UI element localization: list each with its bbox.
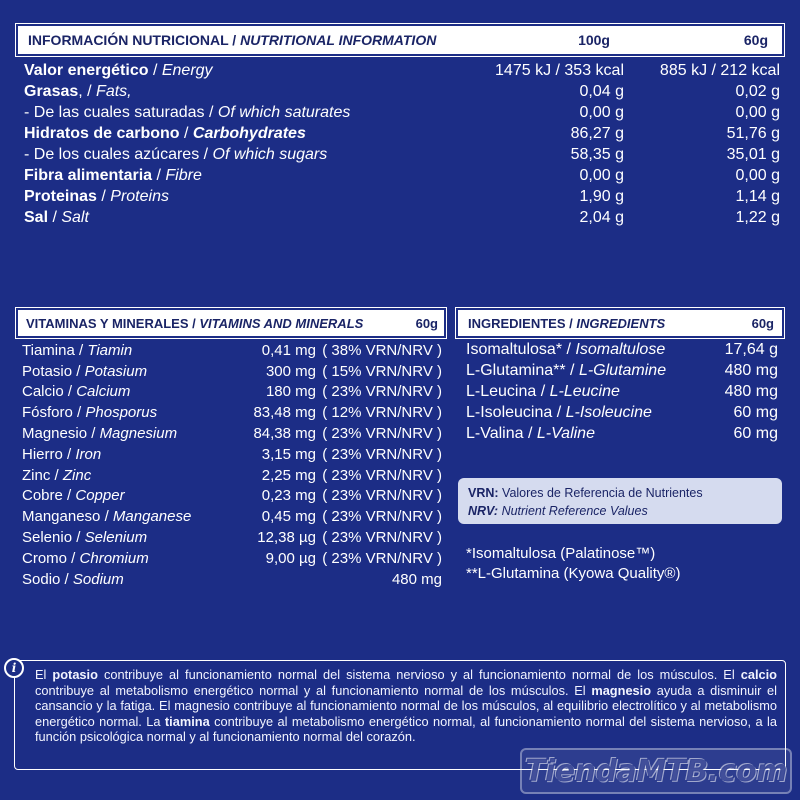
- nutrition-value-60g: 0,00 g: [735, 166, 780, 184]
- vitamin-row: Tiamina / Tiamin 0,41 mg ( 38% VRN/NRV ): [22, 341, 442, 359]
- nutrition-value-60g: 0,02 g: [735, 82, 780, 100]
- ingredients-table: [466, 340, 778, 444]
- nutrition-header: [16, 24, 784, 56]
- nutrition-value-60g: 1,14 g: [735, 187, 780, 205]
- vitamin-row: Cromo / Chromium 9,00 µg ( 23% VRN/NRV ): [22, 549, 442, 567]
- ingredient-row: L-Isoleucina / L-Isoleucine 60 mg: [466, 403, 778, 421]
- vitamins-table: [22, 340, 442, 590]
- nutrition-value-60g: 51,76 g: [726, 124, 780, 142]
- ingredients-header: [456, 308, 784, 338]
- vitamins-header-title: VITAMINAS Y MINERALES / VITAMINS AND MINERALS: [26, 315, 364, 331]
- nutrition-table: [24, 60, 780, 228]
- nutrition-value-100g: 0,00 g: [579, 166, 624, 184]
- tiendamtb-watermark: TiendaMTB.com: [520, 748, 792, 794]
- nutrition-header-col-60g: 60g: [743, 32, 768, 48]
- nutrition-value-100g: 1,90 g: [579, 187, 624, 205]
- footnote-glutamine: **L-Glutamina (Kyowa Quality®): [466, 565, 681, 582]
- vitamin-row: Manganeso / Manganese 0,45 mg ( 23% VRN/NRV ): [22, 508, 442, 526]
- nutrition-row-sugars: - De los cuales azúcares / Of which sugars 58,35 g 35,01 g: [24, 145, 780, 163]
- vitamin-row: Selenio / Selenium 12,38 µg ( 23% VRN/NRV ): [22, 529, 442, 547]
- vrn-nrv-legend: VRN: Valores de Referencia de Nutrientes NRV: Nutrient Reference Values: [458, 478, 782, 524]
- ingredient-row: L-Leucina / L-Leucine 480 mg: [466, 382, 778, 400]
- nutrition-row-proteins: Proteinas / Proteins 1,90 g 1,14 g: [24, 187, 780, 205]
- nutrition-value-100g: 58,35 g: [570, 145, 624, 163]
- vitamins-header-col: 60g: [415, 315, 438, 331]
- ingredient-footnotes: [466, 544, 786, 584]
- vitamin-row: Potasio / Potasium 300 mg ( 15% VRN/NRV ): [22, 362, 442, 380]
- ingredient-row: L-Glutamina** / L-Glutamine 480 mg: [466, 362, 778, 380]
- nutrition-row-saturates: - De las cuales saturadas / Of which saturates 0,00 g 0,00 g: [24, 103, 780, 121]
- nutrition-row-energy: Valor energético / Energy 1475 kJ / 353 kcal 885 kJ / 212 kcal: [24, 61, 780, 79]
- nutrition-value-100g: 2,04 g: [579, 208, 624, 226]
- nutrition-row-fats: Grasas, / Fats, 0,04 g 0,02 g: [24, 82, 780, 100]
- nutrition-value-60g: 1,22 g: [735, 208, 780, 226]
- nutrition-row-salt: Sal / Salt 2,04 g 1,22 g: [24, 208, 780, 226]
- nutrition-header-title: INFORMACIÓN NUTRICIONAL / NUTRITIONAL INFORMATION: [28, 32, 437, 48]
- ingredients-header-col: 60g: [751, 315, 774, 331]
- vitamin-row: Zinc / Zinc 2,25 mg ( 23% VRN/NRV ): [22, 466, 442, 484]
- health-claims-box: El potasio contribuye al funcionamiento normal del sistema nervioso y al funcionamiento normal de los músculos. El calcio contribuye al metabolismo energético normal y al funcionamiento normal de los músculos. El magnesio ayuda a disminuir el cansancio y la fatiga. El magnesio contribuye al funcionamiento normal de los músculos, al equilibrio electrolítico y al metabolismo energético normal. La tiamina contribuye al metabolismo energético normal, al funcionamiento normal del sistema nervioso, a la función psicológica normal y al funcionamiento normal del corazón.: [14, 660, 786, 770]
- info-icon: i: [4, 658, 24, 678]
- nutrition-value-100g: 1475 kJ / 353 kcal: [495, 61, 624, 79]
- ingredients-header-title: INGREDIENTES / INGREDIENTS: [468, 315, 666, 331]
- nutrition-value-100g: 0,04 g: [579, 82, 624, 100]
- nutrition-row-carbohydrates: Hidratos de carbono / Carbohydrates 86,27 g 51,76 g: [24, 124, 780, 142]
- nutrition-row-fibre: Fibra alimentaria / Fibre 0,00 g 0,00 g: [24, 166, 780, 184]
- vitamins-header: [16, 308, 446, 338]
- vitamin-row-sodium: Sodio / Sodium 480 mg: [22, 570, 442, 588]
- nutrition-header-col-100g: 100g: [578, 32, 610, 48]
- vitamin-row: Calcio / Calcium 180 mg ( 23% VRN/NRV ): [22, 383, 442, 401]
- nutrition-value-100g: 0,00 g: [579, 103, 624, 121]
- ingredient-row: L-Valina / L-Valine 60 mg: [466, 424, 778, 442]
- ingredient-row: Isomaltulosa* / Isomaltulose 17,64 g: [466, 341, 778, 359]
- nutrition-value-60g: 0,00 g: [735, 103, 780, 121]
- vitamin-row: Hierro / Iron 3,15 mg ( 23% VRN/NRV ): [22, 445, 442, 463]
- vitamin-row: Magnesio / Magnesium 84,38 mg ( 23% VRN/NRV ): [22, 425, 442, 443]
- footnote-isomaltulose: *Isomaltulosa (Palatinose™): [466, 545, 656, 562]
- nutrition-value-100g: 86,27 g: [570, 124, 624, 142]
- vitamin-row: Cobre / Copper 0,23 mg ( 23% VRN/NRV ): [22, 487, 442, 505]
- nutrition-value-60g: 35,01 g: [726, 145, 780, 163]
- nutrition-value-60g: 885 kJ / 212 kcal: [659, 61, 780, 79]
- vitamin-row: Fósforo / Phosporus 83,48 mg ( 12% VRN/NRV ): [22, 404, 442, 422]
